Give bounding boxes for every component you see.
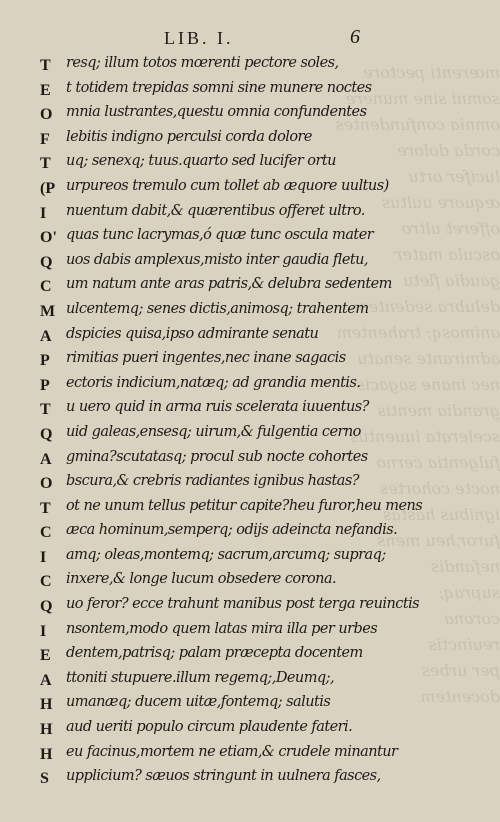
verse-initial: (P [40,179,56,197]
verse-text: urpureos tremulo cum tollet ab æquore uultus) [66,177,389,194]
running-header [0,28,500,52]
verse-line [0,399,500,424]
verse-line [0,744,500,769]
verse-initial: E [40,647,51,665]
verse-text: uid galeas,ensesq; uirum,& fulgentia cerno [66,423,361,440]
page-number: 6 [350,26,360,48]
verse-text: rimitias pueri ingentes,nec inane sagacis [66,350,346,367]
verse-initial: F [40,130,50,148]
verse-line [0,375,500,400]
verse-text: amq; oleas,montemq; sacrum,arcumq; supraq; [66,546,386,563]
verse-initial: I [40,622,47,640]
verse-initial: C [40,524,52,542]
show-through-text: mœrenti pectore somni sine munere omnia confundentes corda dolore lucifer ortu æquore uultus offeret ultro oscula mater gaudia fletu delubra sedentem animosq; trahentem admirante senatu nec inane sagacis grandia mentis scelerata iuuentus fulgentia cerno nocte cohortes ignibus hastas furor,heu mens nefandis supraq; corona reuinctis per urbes docentem [335,63,500,706]
verse-text: t totidem trepidas somni sine munere noctes [66,79,372,96]
book-title: LIB. I. [164,28,234,48]
verse-line [0,670,500,695]
verse-initial: Q [40,253,53,271]
verse-initial: H [40,721,53,739]
verse-initial: S [40,770,49,788]
verse-initial: C [40,573,52,591]
verse-text: quas tunc lacrymas,ó quæ tunc oscula mater [66,227,374,244]
verse-line [0,449,500,474]
verse-line [0,596,500,621]
verse-line [0,547,500,572]
verse-initial: Q [40,425,53,443]
verse-text: æca hominum,semperq; odijs adeincta nefandis. [66,522,398,539]
verse-line [0,104,500,129]
verse-line [0,326,500,351]
verse-line [0,203,500,228]
verse-text: nsontem,modo quem latas mira illa per urbes [66,620,378,637]
verse-text: nuentum dabit,& quærentibus offeret ultro. [66,202,365,219]
verse-text: ttoniti stupuere.illum regemq;,Deumq;, [66,669,335,686]
verse-text: ectoris indicium,natæq; ad grandia mentis. [66,374,361,391]
verse-line [0,694,500,719]
verse-line [0,498,500,523]
verse-line [0,129,500,154]
verse-text: dspicies quisa,ipso admirante senatu [66,325,319,342]
verse-initial: C [40,278,52,296]
verse-initial: I [40,548,47,566]
verse-line [0,252,500,277]
verse-text: uo feror? ecce trahunt manibus post terga reuinctis [66,596,420,613]
verse-line [0,522,500,547]
verse-initial: P [40,352,50,370]
verse-text: upplicium? sæuos stringunt in uulnera fasces, [66,768,381,785]
verse-text: lebitis indigno perculsi corda dolore [66,128,312,145]
verse-text: resq; illum totos mœrenti pectore soles, [66,55,339,71]
verse-text: mnia lustrantes,questu omnia confundentes [66,104,367,121]
verse-initial: T [40,57,51,74]
verse-text: umanæq; ducem uitæ,fontemq; salutis [66,694,331,711]
verse-text: um natum ante aras patris,& delubra sedentem [66,276,392,293]
verse-initial: O [40,475,53,493]
verse-text: uos dabis amplexus,misto inter gaudia fletu, [66,251,368,268]
verse-initial: H [40,696,53,714]
verse-line [0,227,500,252]
verse-text: uq; senexq; tuus.quarto sed lucifer ortu [66,153,336,170]
verse-line [0,276,500,301]
verse-line [0,55,500,80]
verse-line [0,80,500,105]
verse-block [0,55,500,793]
verse-initial: Q [40,598,53,616]
verse-text: dentem,patrisq; palam præcepta docentem [66,645,363,662]
verse-line [0,178,500,203]
verse-text: ot ne unum tellus petitur capite?heu furor,heu mens [66,497,423,514]
verse-text: u uero quid in arma ruis scelerata iuuentus? [66,399,369,416]
verse-initial: O' [40,229,57,247]
verse-initial: T [40,499,51,517]
verse-line [0,301,500,326]
verse-line [0,571,500,596]
verse-initial: M [40,302,56,320]
verse-initial: O [40,106,53,124]
verse-initial: A [40,671,52,689]
verse-text: ulcentemq; senes dictis,animosq; trahentem [66,300,369,317]
verse-initial: E [40,81,51,99]
verse-text: eu facinus,mortem ne etiam,& crudele minantur [66,743,398,760]
verse-text: aud ueriti populo circum plaudente fateri. [66,719,353,736]
verse-line [0,645,500,670]
verse-text: gmina?scutatasq; procul sub nocte cohortes [66,448,368,465]
verse-line [0,153,500,178]
verse-line [0,424,500,449]
verse-initial: T [40,155,51,173]
verse-line [0,768,500,793]
verse-initial: P [40,376,50,394]
verse-initial: I [40,204,47,222]
verse-initial: H [40,745,53,763]
verse-line [0,473,500,498]
verse-initial: A [40,327,52,345]
verse-line [0,350,500,375]
verse-initial: T [40,401,51,419]
verse-line [0,621,500,646]
verse-text: inxere,& longe lucum obsedere corona. [66,571,337,588]
verse-line [0,719,500,744]
verse-text: bscura,& crebris radiantes ignibus hastas? [66,473,359,490]
verse-initial: A [40,450,52,468]
